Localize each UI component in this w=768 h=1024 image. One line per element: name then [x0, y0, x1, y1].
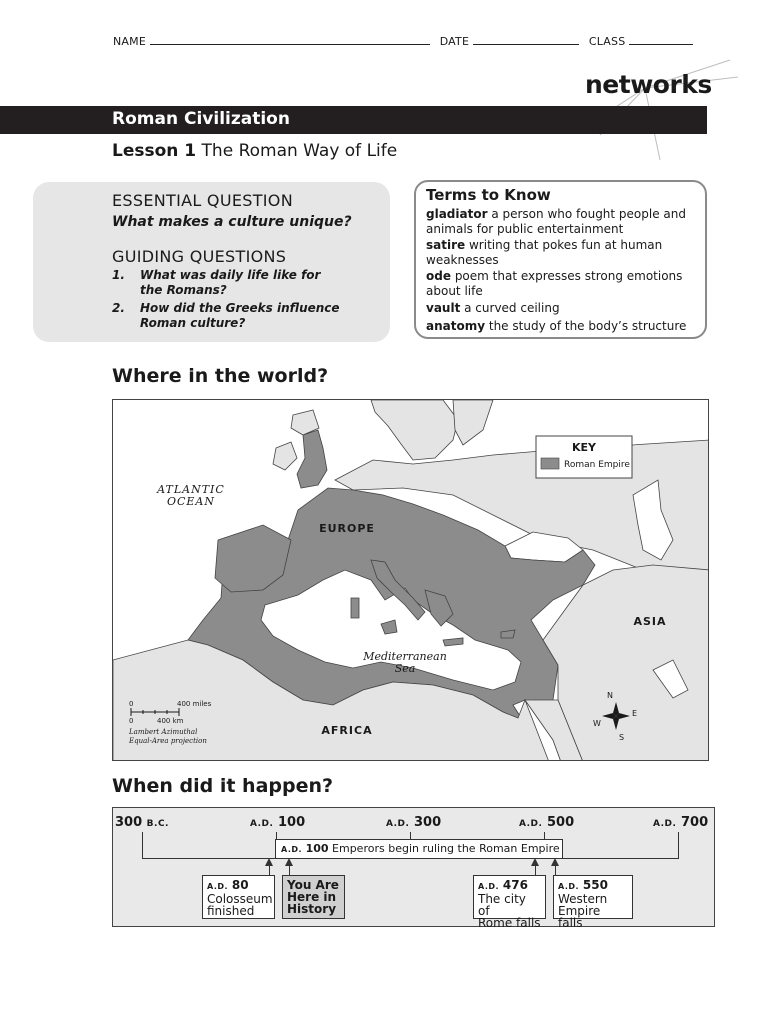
you-are-here-box — [282, 875, 345, 919]
title-bar — [0, 106, 707, 134]
roman-empire-map — [112, 399, 709, 761]
guiding-question-item — [112, 301, 340, 331]
compass-w: W — [593, 719, 601, 728]
timeline-year-era: A.D. — [519, 819, 543, 829]
term-definition: a person who fought people and animals for public entertainment — [426, 207, 686, 236]
where-heading: Where in the world? — [112, 365, 329, 387]
timeline-event-box — [473, 875, 546, 930]
asia-label: ASIA — [633, 615, 667, 628]
timeline-tick — [142, 832, 143, 859]
guiding-question-item — [112, 268, 340, 298]
timeline-year-era: A.D. — [653, 819, 677, 829]
mediterranean-label-line1: Mediterranean — [363, 650, 447, 663]
term-definition: writing that pokes fun at human weaknesses — [426, 238, 663, 267]
compass-e: E — [632, 709, 638, 718]
student-info-line — [113, 34, 699, 48]
event-year: 550 — [582, 878, 608, 892]
event-arrow-icon — [285, 858, 293, 866]
term-entry — [426, 207, 701, 237]
map-key-title: KEY — [571, 441, 597, 454]
map-key-item: Roman Empire — [564, 460, 630, 470]
date-blank[interactable] — [473, 34, 579, 45]
scale-miles-value: 400 miles — [177, 700, 212, 708]
lesson-number: Lesson 1 — [112, 141, 197, 161]
guiding-question-number: 2. — [112, 301, 125, 315]
event-arrow-icon — [551, 858, 559, 866]
event-text-line: You Are — [287, 878, 339, 892]
africa-label: AFRICA — [321, 724, 373, 737]
timeline-event-box — [553, 875, 633, 930]
event-text-line: Empire falls — [558, 904, 601, 930]
atlantic-label-line1: ATLANTIC — [157, 483, 225, 496]
guiding-question-text: How did the Greeks influence Roman culture? — [140, 301, 340, 330]
timeline-year-era: A.D. — [386, 819, 410, 829]
class-blank[interactable] — [629, 34, 693, 45]
banner-year: 100 — [305, 842, 329, 855]
event-era: A.D. — [558, 882, 580, 891]
timeline-event-box — [202, 875, 275, 919]
guiding-questions-heading: GUIDING QUESTIONS — [112, 247, 287, 266]
event-text-line: History — [287, 902, 337, 916]
scale-km-zero: 0 — [129, 717, 134, 725]
term-entry — [426, 301, 701, 316]
timeline-year-number: 700 — [680, 815, 709, 830]
terms-heading: Terms to Know — [426, 186, 551, 204]
scale-km-value: 400 km — [157, 717, 184, 725]
timeline-year-era: B.C. — [146, 819, 169, 829]
britain-empire — [297, 430, 327, 488]
sardinia-empire — [351, 598, 359, 618]
scale-miles-zero: 0 — [129, 700, 134, 708]
timeline-year-era: A.D. — [250, 819, 274, 829]
timeline-year-number: 500 — [546, 815, 575, 830]
essential-question-heading: ESSENTIAL QUESTION — [112, 191, 293, 210]
compass-n: N — [607, 691, 613, 700]
term-definition: the study of the body’s structure — [488, 319, 687, 333]
compass-s: S — [619, 733, 625, 742]
term-entry — [426, 319, 701, 334]
event-text-line: Colosseum — [207, 892, 273, 906]
term-definition: a curved ceiling — [464, 301, 560, 315]
timeline-year-label — [653, 815, 708, 830]
term-word: vault — [426, 301, 461, 315]
timeline-year-number: 300 — [115, 815, 143, 830]
finland-land — [453, 400, 493, 445]
term-entry — [426, 269, 701, 299]
lesson-title: The Roman Way of Life — [201, 141, 398, 161]
class-label: CLASS — [588, 35, 626, 48]
event-text-line: finished — [207, 904, 255, 918]
guiding-question-text: What was daily life like for the Romans? — [140, 268, 321, 297]
timeline-year-label — [386, 815, 441, 830]
scandinavia-land — [371, 400, 458, 460]
event-era: A.D. — [478, 882, 500, 891]
event-year: 80 — [231, 878, 249, 892]
event-text-line: Western — [558, 892, 608, 906]
event-text-line: Rome falls — [478, 916, 541, 930]
term-word: gladiator — [426, 207, 488, 221]
europe-label: EUROPE — [319, 522, 375, 535]
projection-line2: Equal-Area projection — [129, 737, 207, 745]
banner-text: Emperors begin ruling the Roman Empire — [332, 842, 560, 855]
guiding-question-number: 1. — [112, 268, 125, 282]
timeline-span-banner — [275, 839, 563, 859]
term-word: ode — [426, 269, 451, 283]
name-label: NAME — [113, 35, 146, 48]
timeline-year-label — [519, 815, 574, 830]
event-arrow-icon — [531, 858, 539, 866]
timeline-year-number: 100 — [277, 815, 306, 830]
term-word: satire — [426, 238, 466, 252]
atlantic-label-line2: OCEAN — [166, 495, 216, 508]
term-word: anatomy — [426, 319, 486, 333]
brand-logo: networks — [585, 70, 712, 99]
event-year: 476 — [502, 878, 528, 892]
lesson-heading — [112, 141, 397, 161]
essential-question-text: What makes a culture unique? — [112, 214, 352, 230]
timeline-tick — [678, 832, 679, 859]
term-entry — [426, 238, 701, 268]
event-era: A.D. — [207, 882, 229, 891]
event-arrow-icon — [265, 858, 273, 866]
unit-title: Roman Civilization — [112, 109, 290, 129]
name-blank[interactable] — [150, 34, 430, 45]
timeline-year-label — [250, 815, 305, 830]
when-heading: When did it happen? — [112, 775, 334, 797]
map-svg — [113, 400, 709, 761]
projection-line1: Lambert Azimuthal — [129, 728, 198, 736]
event-text-line: The city of — [478, 892, 526, 918]
term-definition: poem that expresses strong emotions about life — [426, 269, 683, 298]
timeline-year-number: 300 — [413, 815, 442, 830]
timeline-year-label — [115, 815, 169, 830]
date-label: DATE — [439, 35, 470, 48]
ireland-land — [273, 442, 297, 470]
banner-era: A.D. — [281, 845, 303, 854]
event-text-line: Here in — [287, 890, 337, 904]
mediterranean-label-line2: Sea — [394, 662, 416, 675]
